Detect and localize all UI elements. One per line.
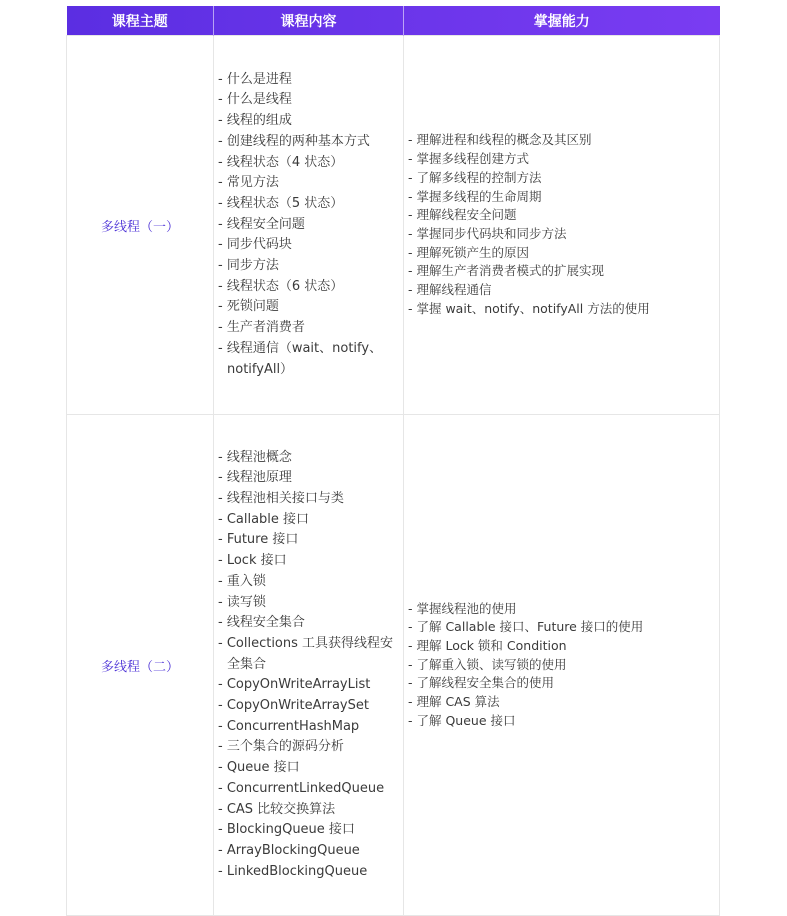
row-topic: 多线程（一） — [67, 36, 214, 415]
content-list — [214, 448, 403, 883]
row-topic: 多线程（二） — [67, 415, 214, 916]
list-item: - LinkedBlockingQueue — [218, 863, 368, 879]
list-item: - 理解 CAS 算法 — [408, 694, 500, 710]
row-content — [214, 36, 404, 415]
table-header-row — [67, 6, 720, 36]
list-item: - 理解线程安全问题 — [408, 207, 517, 223]
list-item: - 了解多线程的控制方法 — [408, 169, 542, 185]
header-ability: 掌握能力 — [533, 13, 590, 30]
list-item: - ConcurrentLinkedQueue — [218, 780, 385, 796]
list-item: - 线程池相关接口与类 — [218, 491, 344, 507]
list-item: - 常见方法 — [218, 175, 279, 191]
list-item: - 线程状态（4 状态） — [218, 154, 344, 170]
list-item: - 什么是线程 — [218, 92, 292, 108]
row-ability — [404, 36, 720, 415]
list-item: - 重入锁 — [218, 573, 266, 589]
content-list — [214, 70, 403, 381]
list-item: - 掌握多线程的生命周期 — [408, 188, 542, 204]
list-item: - BlockingQueue 接口 — [218, 822, 355, 838]
list-item: - 了解 Callable 接口、Future 接口的使用 — [408, 619, 644, 635]
list-item: - 掌握多线程创建方式 — [408, 151, 529, 167]
table-row — [67, 415, 720, 916]
list-item: - 线程安全问题 — [218, 216, 305, 232]
list-item: - 理解生产者消费者模式的扩展实现 — [408, 263, 604, 279]
list-item: - Collections 工具获得线程安全集合 — [218, 635, 394, 672]
list-item: - 线程安全集合 — [218, 615, 305, 631]
list-item: - ConcurrentHashMap — [218, 718, 360, 734]
list-item: - 线程状态（6 状态） — [218, 278, 344, 294]
list-item: - 理解死锁产生的原因 — [408, 244, 529, 260]
list-item: - 了解重入锁、读写锁的使用 — [408, 656, 567, 672]
list-item: - Callable 接口 — [218, 511, 310, 527]
list-item: - 掌握 wait、notify、notifyAll 方法的使用 — [408, 300, 650, 316]
list-item: - CopyOnWriteArrayList — [218, 677, 371, 693]
list-item: - 同步方法 — [218, 258, 279, 274]
list-item: - 线程池原理 — [218, 470, 292, 486]
list-item: - 掌握同步代码块和同步方法 — [408, 226, 567, 241]
list-item: - 读写锁 — [218, 594, 266, 610]
list-item: - 理解线程通信 — [408, 282, 492, 298]
list-item: - 掌握线程池的使用 — [408, 600, 517, 616]
list-item: - 线程状态（5 状态） — [218, 195, 344, 211]
list-item: - 生产者消费者 — [218, 320, 305, 336]
header-topic: 课程主题 — [67, 6, 214, 36]
list-item: - 什么是进程 — [218, 71, 292, 87]
list-item: - 线程池概念 — [218, 449, 292, 465]
list-item: - 死锁问题 — [218, 299, 279, 315]
list-item: - CAS 比较交换算法 — [218, 801, 336, 817]
course-table — [66, 6, 720, 916]
list-item: - Future 接口 — [218, 532, 299, 548]
row-ability — [404, 415, 720, 916]
header-content: 课程内容 — [214, 6, 404, 36]
list-item: - 了解 Queue 接口 — [408, 712, 516, 728]
list-item: - Lock 接口 — [218, 553, 287, 569]
list-item: - Queue 接口 — [218, 760, 300, 776]
ability-list — [404, 131, 719, 318]
list-item: - CopyOnWriteArraySet — [218, 698, 369, 714]
ability-list — [404, 600, 719, 731]
list-item: - 线程的组成 — [218, 113, 292, 129]
list-item: - 理解进程和线程的概念及其区别 — [408, 132, 592, 148]
row-content — [214, 415, 404, 916]
list-item: - 了解线程安全集合的使用 — [408, 675, 554, 691]
list-item: - 线程通信（wait、notify、notifyAll） — [218, 340, 383, 377]
list-item: - 同步代码块 — [218, 237, 292, 253]
list-item: - 理解 Lock 锁和 Condition — [408, 637, 567, 653]
list-item: - 三个集合的源码分析 — [218, 739, 344, 755]
list-item: - ArrayBlockingQueue — [218, 842, 360, 858]
list-item: - 创建线程的两种基本方式 — [218, 133, 370, 149]
table-row — [67, 36, 720, 415]
